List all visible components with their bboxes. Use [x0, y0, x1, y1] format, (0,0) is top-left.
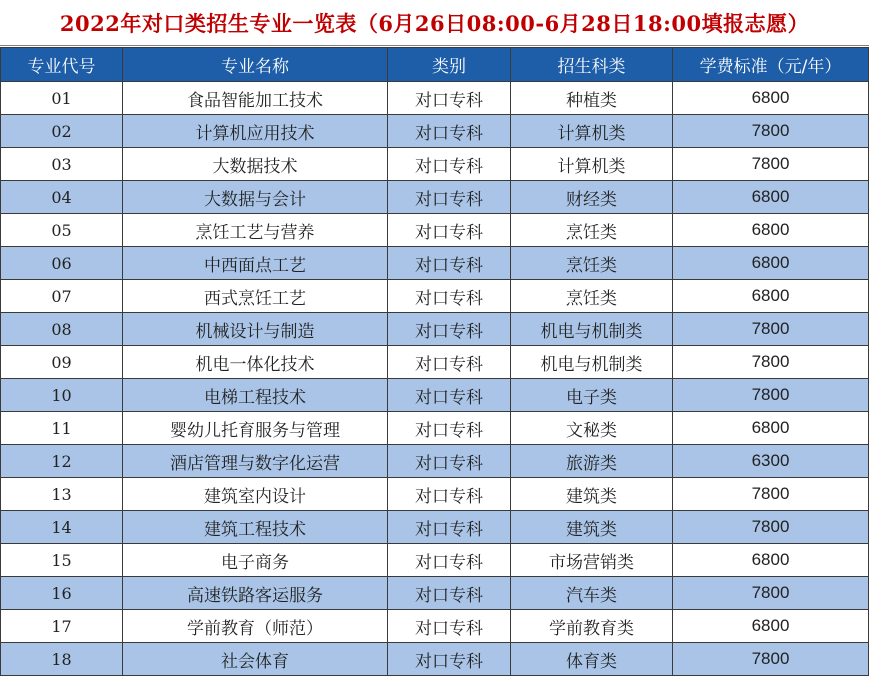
- cell-major-name: 高速铁路客运服务: [123, 577, 388, 610]
- cell-tuition: 6800: [673, 82, 869, 115]
- cell-subject-class: 烹饪类: [511, 280, 673, 313]
- cell-category: 对口专科: [388, 247, 511, 280]
- table-row: [1, 148, 869, 181]
- cell-major-code: 17: [1, 610, 123, 643]
- cell-major-name: 烹饪工艺与营养: [123, 214, 388, 247]
- cell-major-code: 12: [1, 445, 123, 478]
- table-row: [1, 478, 869, 511]
- cell-major-name: 食品智能加工技术: [123, 82, 388, 115]
- cell-tuition: 7800: [673, 346, 869, 379]
- cell-subject-class: 建筑类: [511, 511, 673, 544]
- cell-tuition: 7800: [673, 478, 869, 511]
- cell-major-name: 大数据技术: [123, 148, 388, 181]
- cell-major-code: 02: [1, 115, 123, 148]
- cell-category: 对口专科: [388, 214, 511, 247]
- cell-category: 对口专科: [388, 544, 511, 577]
- table-row: [1, 181, 869, 214]
- header-subject-class: 招生科类: [511, 48, 673, 82]
- table-row: [1, 82, 869, 115]
- majors-table: [0, 47, 869, 676]
- cell-tuition: 6800: [673, 544, 869, 577]
- cell-major-name: 中西面点工艺: [123, 247, 388, 280]
- cell-category: 对口专科: [388, 445, 511, 478]
- cell-tuition: 7800: [673, 313, 869, 346]
- header-category: 类别: [388, 48, 511, 82]
- cell-major-name: 西式烹饪工艺: [123, 280, 388, 313]
- cell-tuition: 7800: [673, 148, 869, 181]
- cell-major-code: 15: [1, 544, 123, 577]
- cell-subject-class: 机电与机制类: [511, 313, 673, 346]
- table-row: [1, 544, 869, 577]
- cell-tuition: 6800: [673, 412, 869, 445]
- cell-category: 对口专科: [388, 412, 511, 445]
- table-row: [1, 280, 869, 313]
- cell-major-name: 电梯工程技术: [123, 379, 388, 412]
- header-row: [1, 48, 869, 82]
- cell-major-name: 大数据与会计: [123, 181, 388, 214]
- table-row: [1, 247, 869, 280]
- cell-category: 对口专科: [388, 511, 511, 544]
- cell-subject-class: 体育类: [511, 643, 673, 676]
- cell-subject-class: 学前教育类: [511, 610, 673, 643]
- cell-subject-class: 旅游类: [511, 445, 673, 478]
- cell-subject-class: 烹饪类: [511, 247, 673, 280]
- table-row: [1, 346, 869, 379]
- header-tuition: 学费标准（元/年）: [673, 48, 869, 82]
- table-row: [1, 511, 869, 544]
- table-row: [1, 643, 869, 676]
- cell-major-code: 07: [1, 280, 123, 313]
- cell-subject-class: 汽车类: [511, 577, 673, 610]
- cell-major-code: 16: [1, 577, 123, 610]
- cell-major-code: 14: [1, 511, 123, 544]
- cell-major-code: 10: [1, 379, 123, 412]
- table-row: [1, 445, 869, 478]
- cell-major-name: 社会体育: [123, 643, 388, 676]
- cell-category: 对口专科: [388, 148, 511, 181]
- cell-major-code: 11: [1, 412, 123, 445]
- cell-subject-class: 财经类: [511, 181, 673, 214]
- header-major-name: 专业名称: [123, 48, 388, 82]
- cell-major-name: 机电一体化技术: [123, 346, 388, 379]
- cell-subject-class: 种植类: [511, 82, 673, 115]
- table-row: [1, 313, 869, 346]
- cell-major-name: 学前教育（师范）: [123, 610, 388, 643]
- cell-tuition: 7800: [673, 643, 869, 676]
- cell-category: 对口专科: [388, 379, 511, 412]
- cell-category: 对口专科: [388, 577, 511, 610]
- cell-category: 对口专科: [388, 82, 511, 115]
- cell-major-name: 计算机应用技术: [123, 115, 388, 148]
- cell-major-code: 03: [1, 148, 123, 181]
- cell-major-code: 06: [1, 247, 123, 280]
- cell-major-code: 09: [1, 346, 123, 379]
- cell-tuition: 7800: [673, 379, 869, 412]
- header-major-code: 专业代号: [1, 48, 123, 82]
- cell-major-code: 04: [1, 181, 123, 214]
- cell-tuition: 7800: [673, 115, 869, 148]
- cell-subject-class: 建筑类: [511, 478, 673, 511]
- cell-subject-class: 市场营销类: [511, 544, 673, 577]
- cell-subject-class: 计算机类: [511, 115, 673, 148]
- cell-major-code: 01: [1, 82, 123, 115]
- table-header: [1, 48, 869, 82]
- cell-category: 对口专科: [388, 115, 511, 148]
- cell-category: 对口专科: [388, 313, 511, 346]
- table-row: [1, 214, 869, 247]
- cell-major-code: 18: [1, 643, 123, 676]
- cell-tuition: 6800: [673, 610, 869, 643]
- cell-major-code: 13: [1, 478, 123, 511]
- cell-tuition: 6800: [673, 280, 869, 313]
- page-title: 2022年对口类招生专业一览表（6月26日08:00-6月28日18:00填报志愿）: [0, 0, 869, 46]
- cell-major-name: 建筑工程技术: [123, 511, 388, 544]
- cell-tuition: 6300: [673, 445, 869, 478]
- cell-subject-class: 机电与机制类: [511, 346, 673, 379]
- cell-category: 对口专科: [388, 643, 511, 676]
- cell-major-name: 建筑室内设计: [123, 478, 388, 511]
- table-body: [1, 82, 869, 676]
- cell-major-name: 酒店管理与数字化运营: [123, 445, 388, 478]
- table-row: [1, 577, 869, 610]
- table-row: [1, 115, 869, 148]
- cell-category: 对口专科: [388, 181, 511, 214]
- table-row: [1, 610, 869, 643]
- cell-category: 对口专科: [388, 280, 511, 313]
- table-row: [1, 379, 869, 412]
- table-row: [1, 412, 869, 445]
- cell-category: 对口专科: [388, 478, 511, 511]
- cell-subject-class: 电子类: [511, 379, 673, 412]
- cell-category: 对口专科: [388, 346, 511, 379]
- cell-category: 对口专科: [388, 610, 511, 643]
- cell-major-code: 05: [1, 214, 123, 247]
- cell-major-code: 08: [1, 313, 123, 346]
- cell-tuition: 7800: [673, 577, 869, 610]
- cell-tuition: 7800: [673, 511, 869, 544]
- cell-major-name: 婴幼儿托育服务与管理: [123, 412, 388, 445]
- cell-subject-class: 计算机类: [511, 148, 673, 181]
- cell-major-name: 电子商务: [123, 544, 388, 577]
- cell-tuition: 6800: [673, 181, 869, 214]
- cell-tuition: 6800: [673, 214, 869, 247]
- cell-subject-class: 烹饪类: [511, 214, 673, 247]
- cell-tuition: 6800: [673, 247, 869, 280]
- cell-major-name: 机械设计与制造: [123, 313, 388, 346]
- cell-subject-class: 文秘类: [511, 412, 673, 445]
